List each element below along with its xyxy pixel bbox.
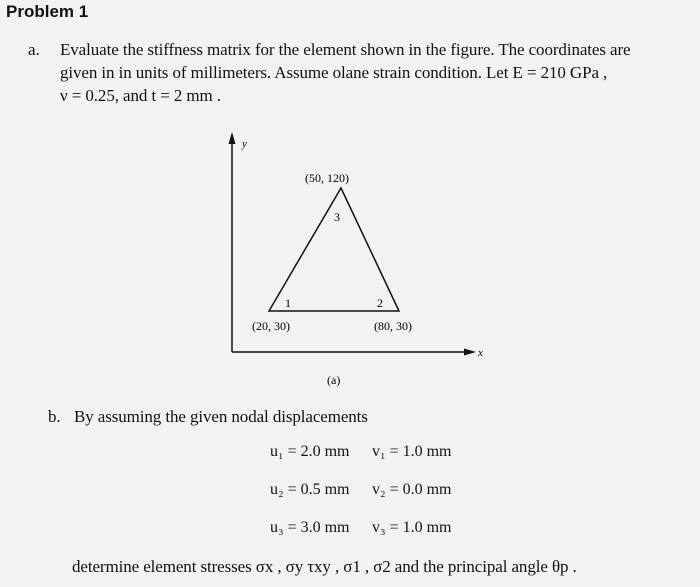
y-axis-arrow (229, 132, 236, 144)
part-a-line-2: given in in units of millimeters. Assume olane strain condition. Let E = 210 GPa , (60, 63, 608, 82)
displacement-u1: u₁ = 2.0 mm (270, 443, 350, 460)
part-b-label: b. (48, 407, 61, 426)
displacement-v3: v₃ = 1.0 mm (372, 519, 452, 536)
part-a-line-1: Evaluate the stiffness matrix for the element shown in the figure. The coordinates are (60, 40, 631, 59)
node-1-label: 1 (285, 296, 291, 310)
displacement-u2: u₂ = 0.5 mm (270, 481, 350, 498)
displacement-u3: u₃ = 3.0 mm (270, 519, 350, 536)
part-b-intro: By assuming the given nodal displacements (74, 407, 368, 426)
problem-title: Problem 1 (6, 2, 89, 21)
x-axis-arrow (464, 349, 476, 356)
and-text: , and (114, 86, 148, 105)
y-axis-label: y (242, 138, 247, 150)
node-1-coordinate: (20, 30) (252, 319, 290, 333)
node-2-coordinate: (80, 30) (374, 319, 412, 333)
node-3-coordinate: (50, 120) (305, 171, 349, 185)
displacement-v2: v₂ = 0.0 mm (372, 481, 452, 498)
figure-caption: (a) (327, 373, 341, 387)
thickness: t = 2 mm . (151, 86, 221, 105)
x-axis-label: x (478, 347, 483, 359)
node-3-label: 3 (334, 210, 340, 224)
poisson-ratio: ν = 0.25 (60, 86, 115, 105)
node-2-label: 2 (377, 296, 383, 310)
displacement-v1: v₁ = 1.0 mm (372, 443, 452, 460)
part-b-conclusion: determine element stresses σx , σy τxy , σ1 , σ2 and the principal angle θp . (72, 557, 577, 576)
triangle-element (269, 188, 399, 311)
part-a-label: a. (28, 40, 40, 59)
